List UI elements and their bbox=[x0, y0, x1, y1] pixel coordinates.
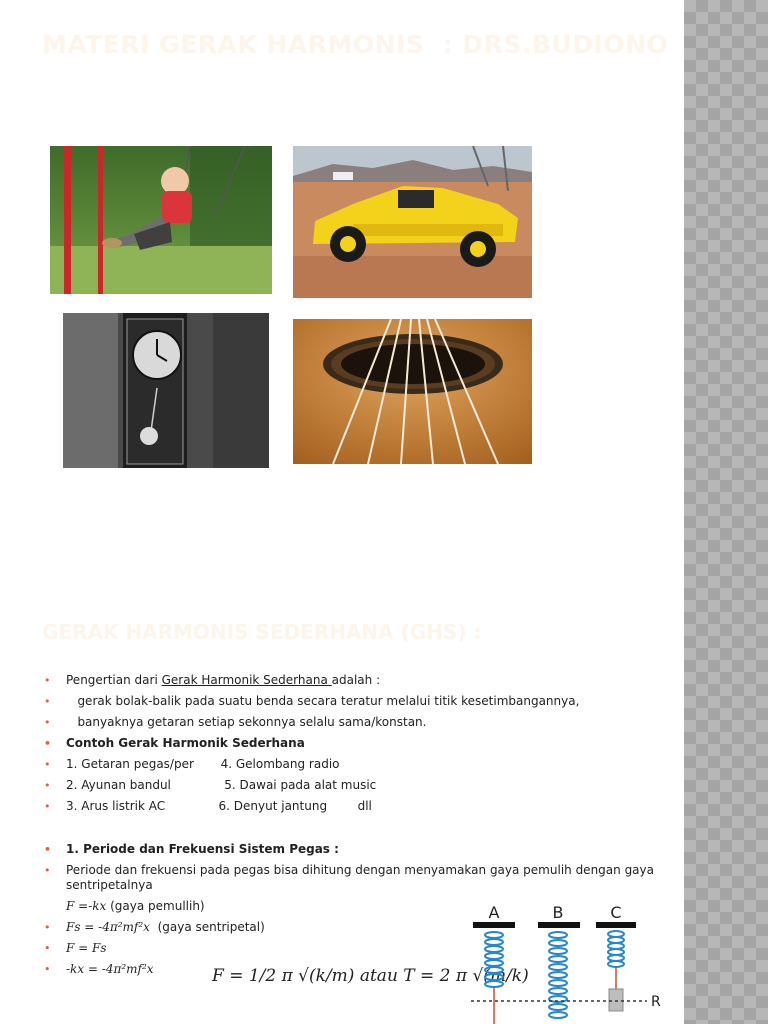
rest-line-label: R bbox=[651, 994, 661, 1010]
list-item: • 1. Periode dan Frekuensi Sistem Pegas : bbox=[44, 842, 664, 857]
diagram-label-b: B bbox=[552, 903, 564, 922]
list-item: • Fs = -4π²mf²x (gaya sentripetal) bbox=[44, 920, 664, 935]
guitar-strings-photo bbox=[293, 319, 532, 464]
list-item: • gerak bolak-balik pada suatu benda secara teratur melalui titik kesetimbangannya, bbox=[44, 694, 664, 709]
list-item: • -kx = -4π²mf²x bbox=[44, 962, 664, 977]
list-item: • F = Fs bbox=[44, 941, 664, 956]
spring-c-mass bbox=[609, 989, 623, 1011]
ceiling-bar-b bbox=[538, 922, 580, 928]
diagram-label-a: A bbox=[488, 903, 500, 922]
ceiling-bar-a bbox=[473, 922, 515, 928]
page-title: MATERI GERAK HARMONIS : DRS.BUDIONO bbox=[42, 30, 669, 59]
list-item: F =-kx (gaya pemullih) bbox=[66, 899, 205, 913]
child-on-swing-photo bbox=[50, 146, 272, 294]
yellow-race-truck-photo bbox=[293, 146, 532, 298]
gerak-harmonik-link[interactable]: Gerak Harmonik Sederhana bbox=[161, 673, 332, 687]
list-item: • Pengertian dari Gerak Harmonik Sederhana adalah : bbox=[44, 673, 664, 688]
list-item: • Contoh Gerak Harmonik Sederhana bbox=[44, 736, 664, 751]
list-item: • 2. Ayunan bandul 5. Dawai pada alat music bbox=[44, 778, 664, 793]
list-item: • banyaknya getaran setiap sekonnya selalu sama/konstan. bbox=[44, 715, 664, 730]
list-item: • 1. Getaran pegas/per 4. Gelombang radio bbox=[44, 757, 664, 772]
side-pattern-panel bbox=[684, 0, 768, 1024]
spring-a bbox=[485, 932, 503, 987]
list-item: • 3. Arus listrik AC 6. Denyut jantung dll bbox=[44, 799, 664, 814]
spring-b bbox=[549, 932, 567, 1018]
pendulum-clock-photo bbox=[63, 313, 269, 468]
section-title: GERAK HARMONIS SEDERHANA (GHS) : bbox=[42, 620, 482, 644]
diagram-label-c: C bbox=[610, 903, 622, 922]
ceiling-bar-c bbox=[596, 922, 636, 928]
spring-diagram bbox=[465, 897, 665, 1024]
period-formula: F = 1/2 π √(k/m) atau T = 2 π √(m/k) bbox=[212, 966, 529, 986]
list-item: • Periode dan frekuensi pada pegas bisa dihitung dengan menyamakan gaya pemulih dengan gaya sentripetalnya bbox=[44, 863, 656, 893]
spring-c bbox=[608, 931, 624, 967]
